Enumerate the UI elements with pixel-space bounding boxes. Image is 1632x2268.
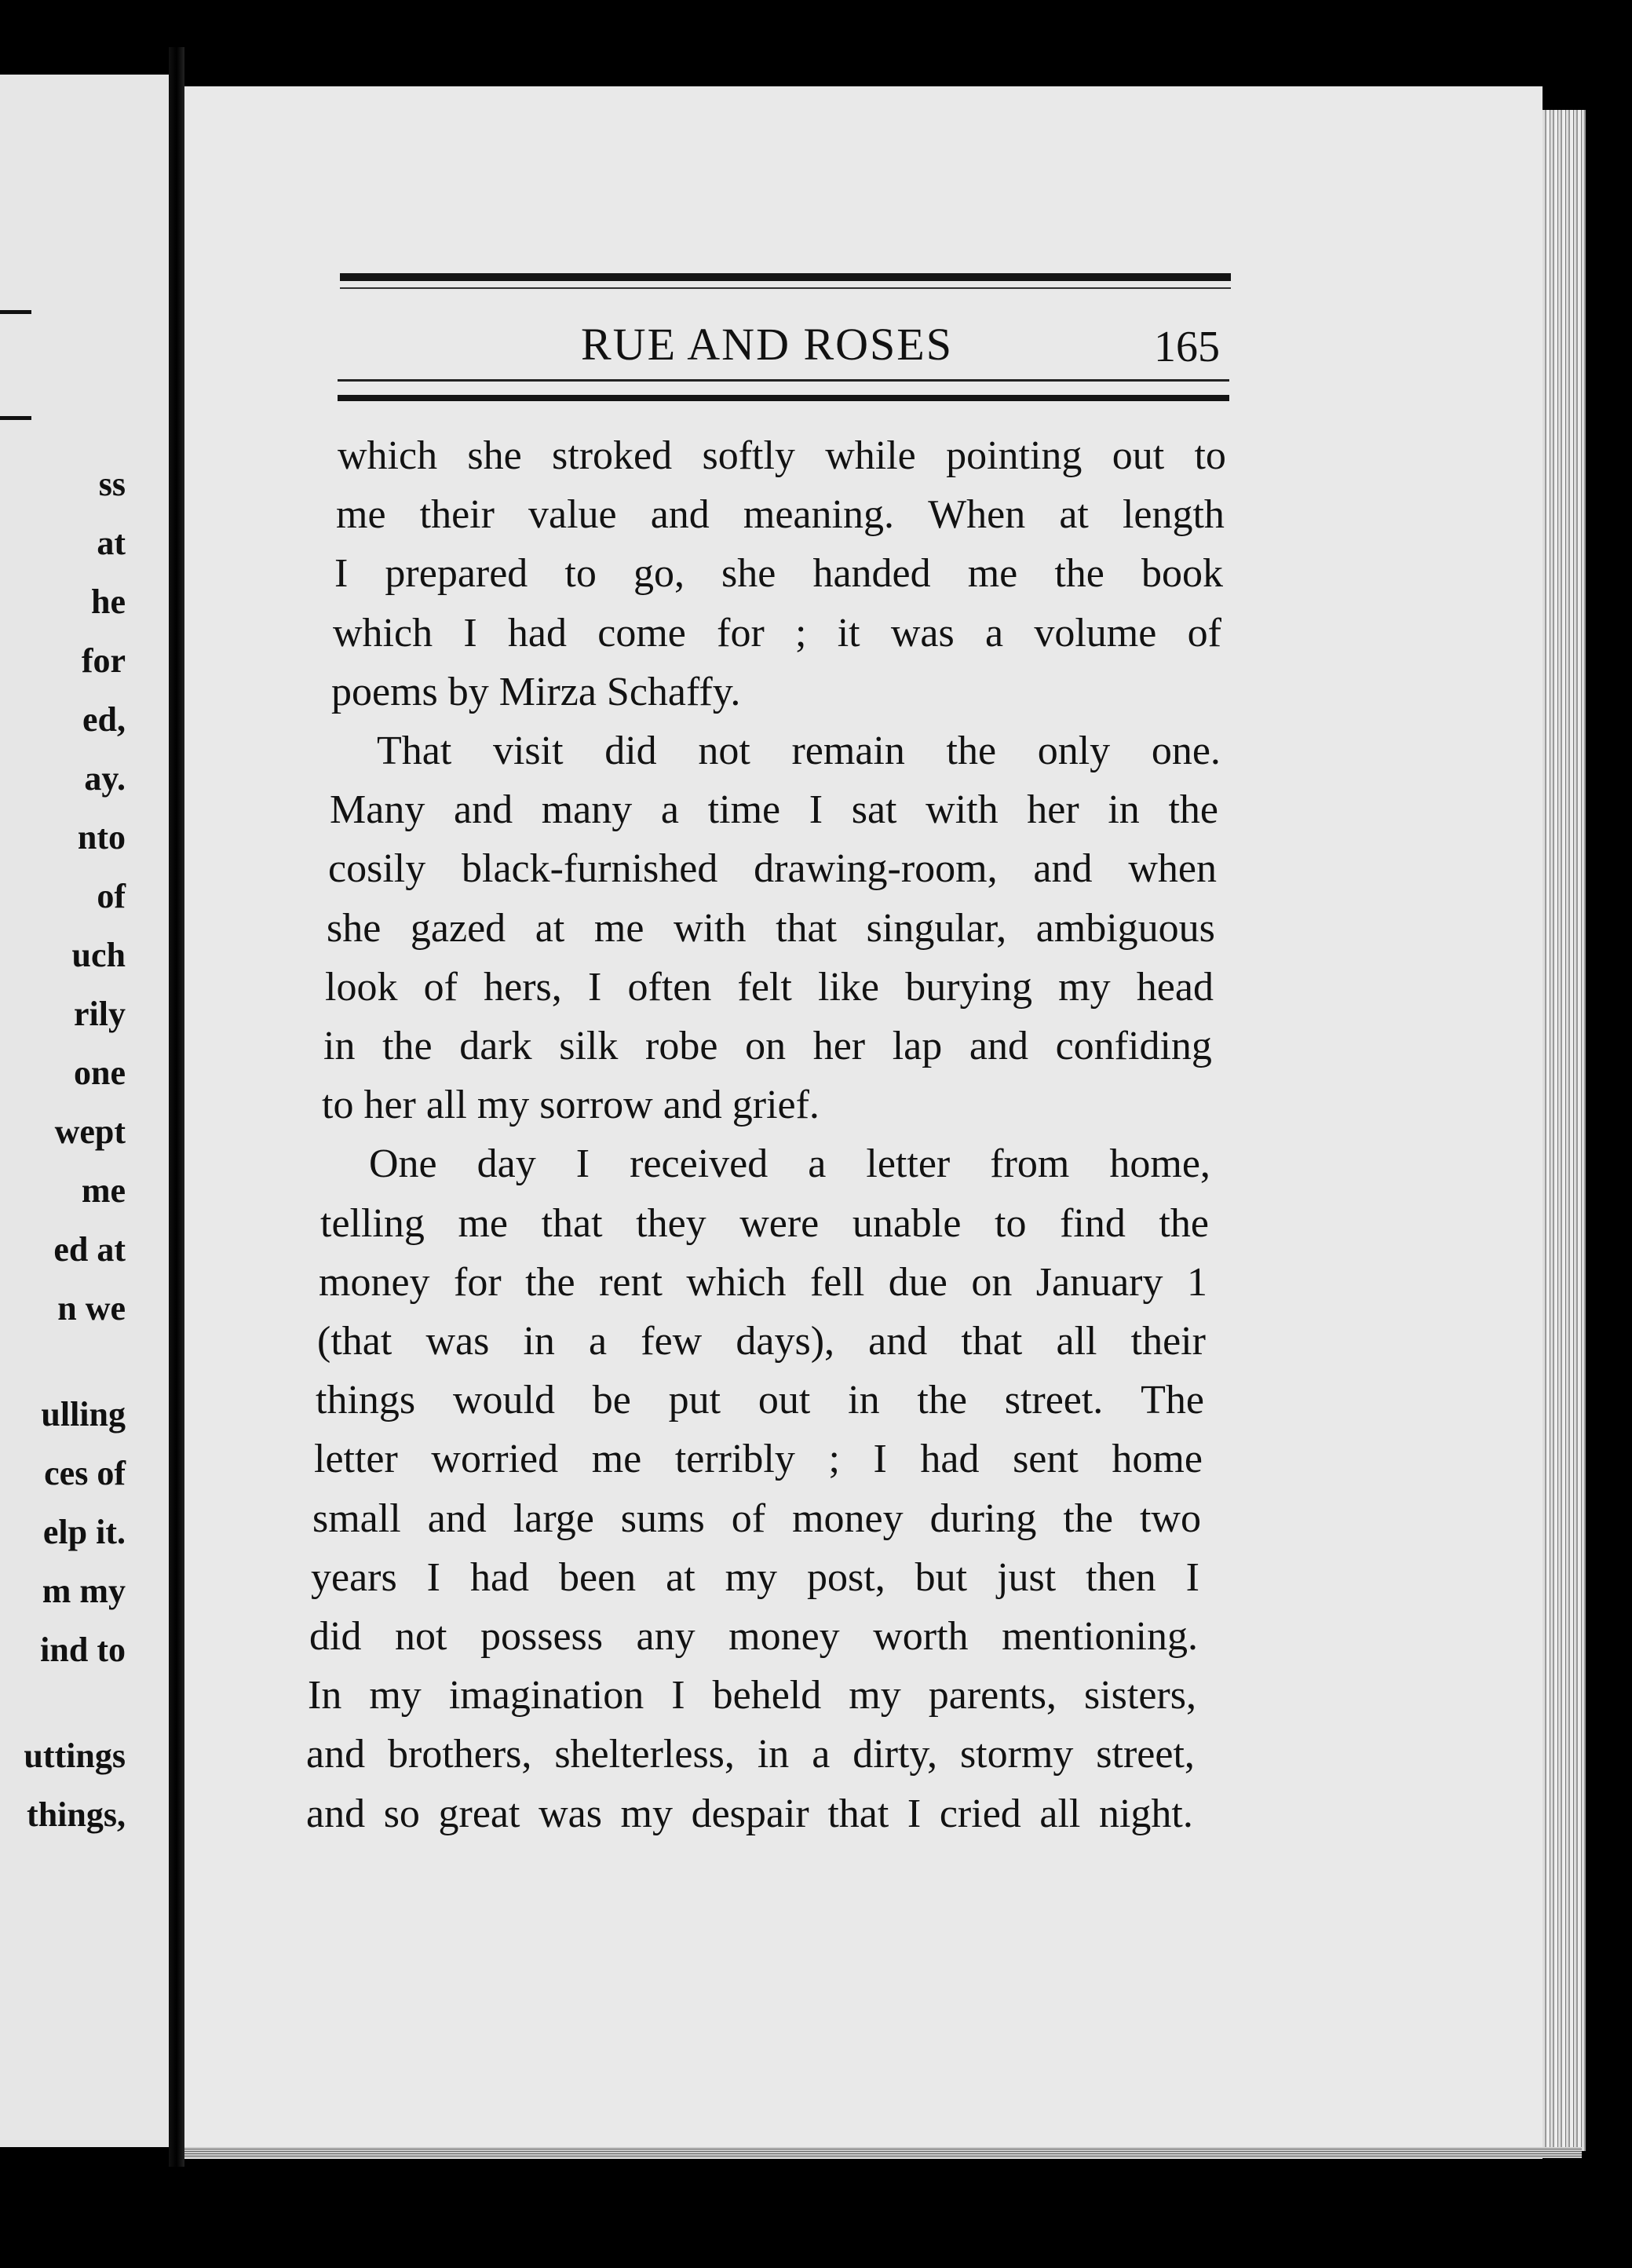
text-line: she gazed at me with that singular, ambiguous	[327, 906, 1215, 951]
text-line: That visit did not remain the only one.	[377, 729, 1221, 773]
text-line: (that was in a few days), and that all their	[317, 1319, 1206, 1364]
text-line: Many and many a time I sat with her in the	[330, 787, 1218, 832]
text-line: telling me that they were unable to find the	[320, 1201, 1209, 1246]
page-number: 165	[1154, 323, 1220, 371]
left-facing-page: ss at he for ed, ay. nto of uch rily one wept me ed at n we ulling ces of elp it. m my ind to uttings things,	[0, 75, 169, 2147]
text-line: small and large sums of money during the two	[312, 1496, 1201, 1541]
text-line: to her all my sorrow and grief.	[322, 1083, 820, 1127]
text-line: poems by Mirza Schaffy.	[331, 670, 741, 714]
text-line: in the dark silk robe on her lap and confiding	[323, 1024, 1212, 1068]
running-head: RUE AND ROSES	[581, 319, 953, 370]
text-line: look of hers, I often felt like burying my head	[325, 965, 1214, 1010]
left-page-rule	[0, 416, 31, 420]
text-line: me their value and meaning. When at length	[336, 492, 1225, 537]
text-line: I prepared to go, she handed me the book	[334, 551, 1223, 596]
book-gutter	[169, 47, 184, 2167]
text-line: which she stroked softly while pointing out to	[338, 433, 1226, 478]
text-line: money for the rent which fell due on January 1	[319, 1260, 1207, 1305]
text-line: One day I received a letter from home,	[369, 1141, 1210, 1186]
text-line: In my imagination I beheld my parents, sisters,	[308, 1673, 1196, 1718]
header-rule	[340, 287, 1231, 289]
text-line: letter worried me terribly ; I had sent home	[314, 1437, 1203, 1481]
text-line: and brothers, shelterless, in a dirty, stormy street,	[306, 1732, 1195, 1777]
left-page-rule	[0, 310, 31, 314]
text-line: cosily black-furnished drawing-room, and when	[328, 846, 1217, 891]
header-rule	[338, 379, 1229, 382]
text-line: years I had been at my post, but just then I	[311, 1555, 1199, 1600]
text-line: and so great was my despair that I cried all night.	[306, 1791, 1193, 1836]
text-line: things would be put out in the street. The	[316, 1378, 1204, 1423]
header-rule	[338, 395, 1229, 401]
text-line: did not possess any money worth mentioning.	[309, 1614, 1198, 1659]
header-rule	[340, 273, 1231, 281]
text-line: which I had come for ; it was a volume of	[333, 611, 1221, 656]
page-bottom-edges	[184, 2147, 1582, 2158]
page-edges	[1543, 110, 1586, 2151]
